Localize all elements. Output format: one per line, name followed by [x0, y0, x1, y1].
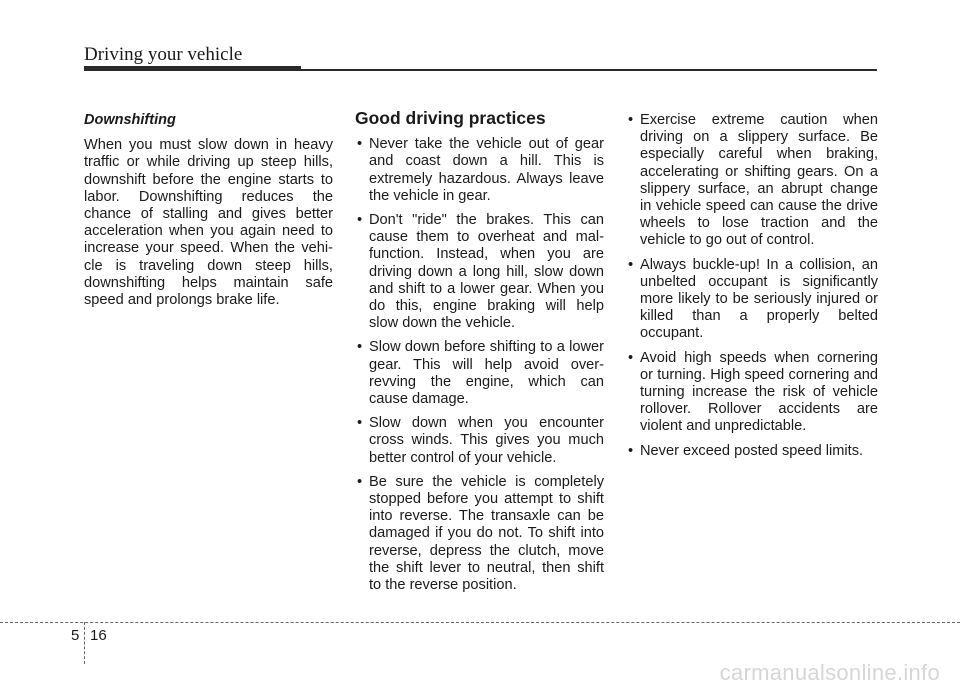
safety-list	[626, 112, 878, 460]
bullet-icon: •	[357, 136, 363, 153]
watermark: carmanualsonline.info	[719, 660, 940, 685]
column-left	[84, 112, 333, 309]
downshifting-paragraph: When you must slow down in heavy traffic or while driving up steep hills, downshift before the engine starts to labor. Downshifting reduces the chance of stalling and gives better acceleration when you again need to increase your speed. When the vehi-cle is traveling down steep hills, downshifting helps maintain safe speed and prolongs brake life.	[84, 137, 333, 309]
list-item	[355, 415, 604, 467]
list-item-text: Be sure the vehicle is completely stopped before you attempt to shift into reverse. The transaxle can be damaged if you do not. To shift into reverse, depress the clutch, move the shift lever to neutral, then shift to the reverse position.	[369, 473, 604, 594]
footer-page-divider	[84, 622, 85, 664]
list-item	[355, 339, 604, 408]
list-item-text: Never exceed posted speed limits.	[640, 442, 864, 459]
page-number: 16	[90, 627, 107, 644]
footer-divider	[0, 622, 960, 623]
list-item	[626, 112, 878, 250]
bullet-icon: •	[628, 442, 634, 459]
list-item-text: Avoid high speeds when cornering or turning. High speed cornering and turning increase the risk of vehicle rollover. Rollover accidents are violent and unpredictable.	[640, 349, 878, 435]
bullet-icon: •	[628, 112, 634, 128]
column-middle	[355, 110, 604, 601]
list-item	[355, 136, 604, 205]
list-item	[626, 257, 878, 343]
bullet-icon: •	[357, 212, 363, 229]
downshifting-subheading: Downshifting	[84, 112, 176, 128]
bullet-icon: •	[628, 256, 634, 273]
list-item-text: Never take the vehicle out of gear and coast down a hill. This is extremely hazardous. Always leave the vehicle in gear.	[369, 136, 604, 204]
list-item-text: Slow down when you encounter cross winds. This gives you much better control of your vehicle.	[369, 415, 604, 466]
good-driving-heading: Good driving practices	[355, 108, 546, 128]
page-section-number: 5	[71, 627, 80, 644]
list-item-text: Always buckle-up! In a collision, an unbelted occupant is significantly more likely to be seriously injured or killed than a properly belted occupant.	[640, 256, 878, 342]
list-item	[355, 212, 604, 332]
list-item	[626, 350, 878, 436]
list-item-text: Exercise extreme caution when driving on a slippery surface. Be especially careful when braking, accelerating or shifting gears. On a slippery surface, an abrupt change in vehicle speed can cause the drive wheels to lose traction and the vehicle to go out of control.	[640, 112, 878, 249]
bullet-icon: •	[357, 339, 363, 356]
list-item-text: Don't "ride" the brakes. This can cause them to overheat and mal-function. Instead, when you are driving down a long hill, slow down and shift to a lower gear. When you do this, engine braking will help slow down the vehicle.	[369, 212, 604, 332]
column-right	[626, 112, 878, 467]
header-rule-thin	[301, 69, 877, 71]
good-driving-list	[355, 136, 604, 594]
bullet-icon: •	[628, 349, 634, 366]
list-item	[355, 474, 604, 594]
list-item-text: Slow down before shifting to a lower gear. This will help avoid over-revving the engine, which can cause damage.	[369, 339, 604, 408]
list-item	[626, 443, 878, 460]
page-header-title: Driving your vehicle	[84, 44, 243, 65]
bullet-icon: •	[357, 473, 363, 490]
header-rule-thick	[84, 66, 301, 71]
bullet-icon: •	[357, 415, 363, 432]
